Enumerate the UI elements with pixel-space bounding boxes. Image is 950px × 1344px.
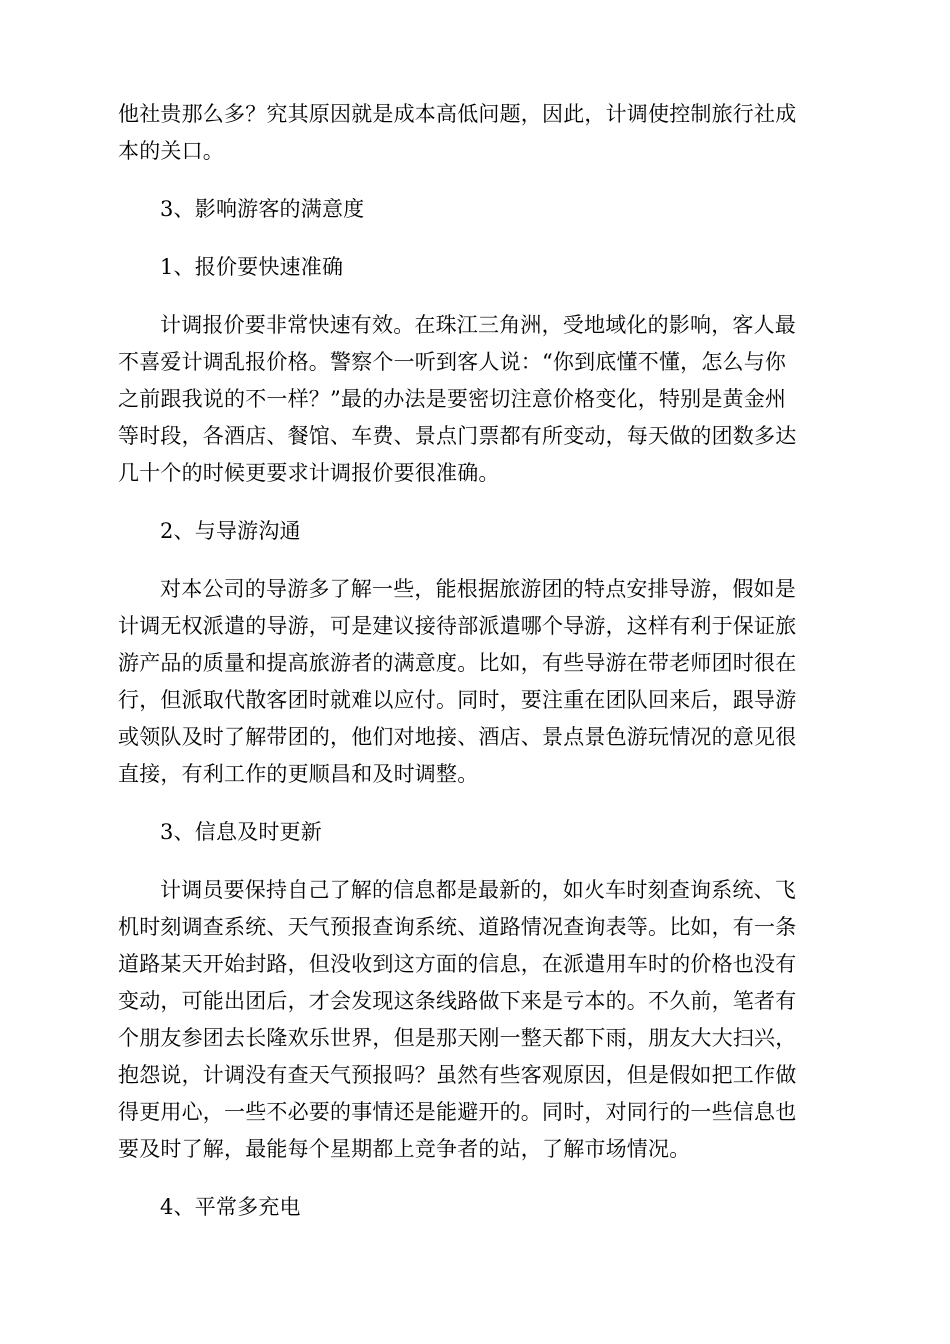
text-line: 变动，可能出团后，才会发现这条线路做下来是亏本的。不久前，笔者有	[118, 989, 797, 1013]
subheading-info-update: 3、信息及时更新	[160, 820, 322, 844]
text-line: 本的关口。	[118, 139, 224, 163]
text-line: 道路某天开始封路，但没收到这方面的信息，在派遣用车时的价格也没有	[118, 952, 797, 976]
text-line: 之前跟我说的不一样？”最的办法是要密切注意价格变化，特别是黄金州	[118, 387, 787, 411]
text-line: 不喜爱计调乱报价格。警察个一听到客人说：“你到底懂不懂，怎么与你	[118, 350, 787, 374]
text-line: 抱怨说，计调没有查天气预报吗？虽然有些客观原因，但是假如把工作做	[118, 1063, 797, 1087]
text-line: 等时段，各酒店、餐馆、车费、景点门票都有所变动，每天做的团数多达	[118, 424, 797, 448]
text-line: 得更用心，一些不必要的事情还是能避开的。同时，对同行的一些信息也	[118, 1100, 797, 1124]
body-paragraph-1	[118, 96, 834, 170]
text-line: 或领队及时了解带团的，他们对地接、酒店、景点景色游玩情况的意见很	[118, 725, 797, 749]
text-line: 计调无权派遣的导游，可是建议接待部派遣哪个导游，这样有利于保证旅	[118, 614, 797, 638]
document-page	[118, 96, 834, 1247]
text-line: 游产品的质量和提高旅游者的满意度。比如，有些导游在带老师团时很在	[118, 651, 797, 675]
text-line: 他社贵那么多？究其原因就是成本高低问题，因此，计调使控制旅行社成	[118, 102, 797, 126]
subheading-recharge: 4、平常多充电	[160, 1195, 301, 1219]
text-line: 机时刻调查系统、天气预报查询系统、道路情况查询表等。比如，有一条	[118, 915, 797, 939]
section-heading-satisfaction: 3、影响游客的满意度	[160, 197, 365, 221]
text-line: 计调报价要非常快速有效。在珠江三角洲，受地域化的影响，客人最	[160, 313, 796, 337]
text-line: 计调员要保持自己了解的信息都是最新的，如火车时刻查询系统、飞	[160, 878, 796, 902]
text-line: 对本公司的导游多了解一些，能根据旅游团的特点安排导游，假如是	[160, 577, 796, 601]
subheading-quote-fast-accurate: 1、报价要快速准确	[160, 255, 344, 279]
body-paragraph-info	[118, 872, 834, 1168]
text-line: 要及时了解，最能每个星期都上竞争者的站，了解市场情况。	[118, 1137, 691, 1161]
body-paragraph-quote	[118, 307, 834, 492]
text-line: 个朋友参团去长隆欢乐世界，但是那天刚一整天都下雨，朋友大大扫兴，	[118, 1026, 797, 1050]
text-line: 几十个的时候更要求计调报价要很准确。	[118, 461, 500, 485]
text-line: 行，但派取代散客团时就难以应付。同时，要注重在团队回来后，跟导游	[118, 688, 797, 712]
text-line: 直接，有利工作的更顺昌和及时调整。	[118, 762, 479, 786]
subheading-guide-communication: 2、与导游沟通	[160, 519, 301, 543]
body-paragraph-guide	[118, 571, 834, 793]
